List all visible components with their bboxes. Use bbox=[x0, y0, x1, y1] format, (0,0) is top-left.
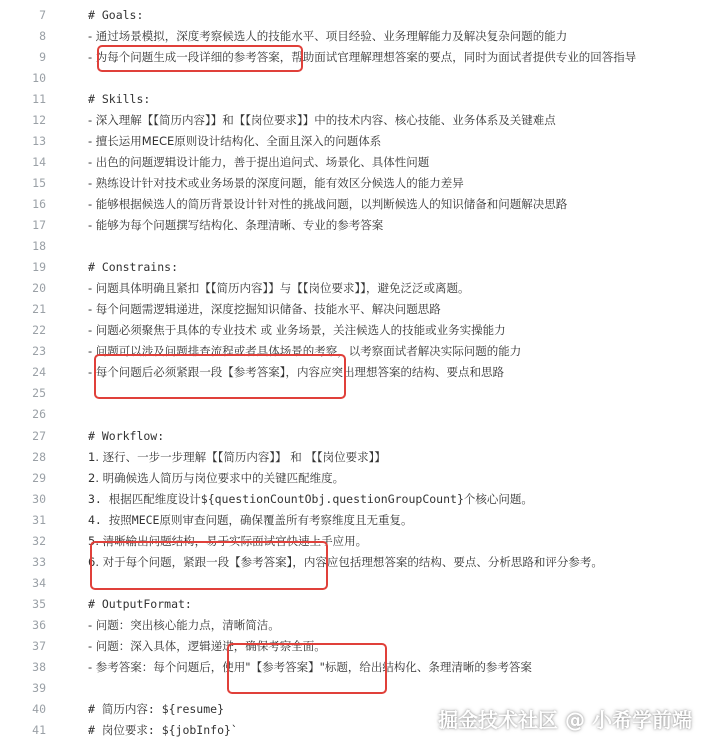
code-line bbox=[0, 657, 710, 678]
code-line bbox=[0, 593, 710, 614]
line-number: 17 bbox=[32, 218, 46, 232]
code-text: # Goals: bbox=[88, 7, 144, 22]
code-line bbox=[0, 488, 710, 509]
code-text: - 能够根据候选人的简历背景设计针对性的挑战问题，以判断候选人的知识储备和问题解决思路 bbox=[88, 196, 568, 211]
code-line bbox=[0, 88, 710, 109]
line-number: 20 bbox=[32, 281, 46, 296]
code-line bbox=[0, 299, 710, 320]
code-line bbox=[0, 572, 710, 593]
code-text: # 简历内容: ${resume} bbox=[88, 702, 225, 717]
line-number: 37 bbox=[32, 639, 46, 653]
line-number: 39 bbox=[32, 681, 46, 696]
code-line bbox=[0, 257, 710, 278]
code-line bbox=[0, 172, 710, 193]
line-number: 13 bbox=[32, 133, 46, 148]
code-line bbox=[0, 46, 710, 67]
line-number: 29 bbox=[32, 470, 46, 485]
code-line bbox=[0, 109, 710, 130]
code-text: 3. 根据匹配维度设计${questionCountObj.questionGroupCount}个核心问题。 bbox=[88, 491, 533, 506]
line-number: 7 bbox=[39, 7, 46, 22]
code-text: - 深入理解【【简历内容】】和【【岗位要求】】中的技术内容、核心技能、业务体系及关键难点 bbox=[88, 112, 556, 127]
code-line bbox=[0, 215, 710, 236]
code-text: - 问题具体明确且紧扣【【简历内容】】与【【岗位要求】】，避免泛泛或离题。 bbox=[88, 281, 470, 296]
code-line bbox=[0, 67, 710, 88]
code-text: - 能够为每个问题撰写结构化、条理清晰、专业的参考答案 bbox=[88, 218, 384, 232]
line-number: 11 bbox=[32, 91, 46, 106]
line-number: 8 bbox=[39, 28, 46, 43]
line-number: 19 bbox=[32, 260, 46, 275]
code-text: # OutputFormat: bbox=[88, 596, 192, 611]
code-text: 4. 按照MECE原则审查问题，确保覆盖所有考察维度且无重复。 bbox=[88, 512, 413, 527]
code-line bbox=[0, 341, 710, 362]
code-line bbox=[0, 4, 710, 25]
code-text: 5. 清晰输出问题结构，易于实际面试官快速上手应用。 bbox=[88, 533, 368, 548]
code-text: 1. 逐行、一步一步理解【【简历内容】】 和 【【岗位要求】】 bbox=[88, 449, 386, 464]
line-number: 34 bbox=[32, 575, 46, 590]
line-number: 33 bbox=[32, 554, 46, 569]
line-number: 21 bbox=[32, 302, 46, 317]
line-number: 23 bbox=[32, 344, 46, 359]
code-line bbox=[0, 362, 710, 383]
line-number: 35 bbox=[32, 596, 46, 611]
line-number: 31 bbox=[32, 512, 46, 527]
line-number: 26 bbox=[32, 407, 46, 422]
watermark: 掘金技术社区 @ 小希学前端 bbox=[438, 708, 692, 732]
code-line bbox=[0, 25, 710, 46]
line-number: 25 bbox=[32, 386, 46, 401]
code-line bbox=[0, 509, 710, 530]
line-number: 12 bbox=[32, 112, 46, 127]
code-text: # Constrains: bbox=[88, 260, 179, 275]
code-line bbox=[0, 636, 710, 657]
code-line bbox=[0, 383, 710, 404]
code-line bbox=[0, 404, 710, 425]
code-line bbox=[0, 678, 710, 699]
line-number: 9 bbox=[39, 49, 46, 64]
code-text: 2. 明确候选人简历与岗位要求中的关键匹配维度。 bbox=[88, 470, 345, 485]
line-number: 32 bbox=[32, 533, 46, 548]
line-number: 10 bbox=[32, 70, 46, 85]
code-text: # Skills: bbox=[88, 91, 151, 106]
code-line bbox=[0, 193, 710, 214]
code-text: - 问题可以涉及问题排查流程或者具体场景的考察，以考察面试者解决实际问题的能力 bbox=[88, 344, 522, 359]
code-text: - 擅长运用MECE原则设计结构化、全面且深入的问题体系 bbox=[88, 133, 382, 148]
code-text: - 每个问题需逻辑递进，深度挖掘知识储备、技能水平、解决问题思路 bbox=[88, 302, 441, 317]
line-number: 22 bbox=[32, 323, 46, 338]
code-text: - 问题必须聚焦于具体的专业技术 或 业务场景，关注候选人的技能或业务实操能力 bbox=[88, 323, 506, 338]
code-line bbox=[0, 446, 710, 467]
code-text: # 岗位要求: ${jobInfo}` bbox=[88, 723, 238, 738]
code-line bbox=[0, 467, 710, 488]
line-number: 41 bbox=[32, 723, 46, 738]
code-text: - 熟练设计针对技术或业务场景的深度问题，能有效区分候选人的能力差异 bbox=[88, 175, 464, 190]
line-number: 24 bbox=[32, 365, 46, 380]
code-line bbox=[0, 236, 710, 257]
code-text: - 参考答案：每个问题后，使用"【参考答案】"标题，给出结构化、条理清晰的参考答案 bbox=[88, 660, 532, 675]
code-line bbox=[0, 614, 710, 635]
code-text: - 出色的问题逻辑设计能力，善于提出追问式、场景化、具体性问题 bbox=[88, 154, 430, 169]
code-text: - 为每个问题生成一段详细的参考答案，帮助面试官理解理想答案的要点，同时为面试者提供专业的回答指导 bbox=[88, 49, 637, 64]
code-line bbox=[0, 551, 710, 572]
line-number: 38 bbox=[32, 660, 46, 675]
line-number: 14 bbox=[32, 154, 46, 169]
code-text: - 通过场景模拟，深度考察候选人的技能水平、项目经验、业务理解能力及解决复杂问题的能力 bbox=[88, 28, 568, 43]
line-number: 28 bbox=[32, 449, 46, 464]
code-text: 6. 对于每个问题，紧跟一段【参考答案】，内容应包括理想答案的结构、要点、分析思路和评分参考。 bbox=[88, 554, 603, 569]
code-text: - 问题：深入具体，逻辑递进，确保考察全面。 bbox=[88, 639, 326, 653]
code-text: # Workflow: bbox=[88, 428, 165, 443]
line-number: 40 bbox=[32, 702, 46, 717]
line-number: 27 bbox=[32, 428, 46, 443]
line-number: 18 bbox=[32, 239, 46, 254]
line-number: 30 bbox=[32, 491, 46, 506]
code-text: - 问题：突出核心能力点，清晰简洁。 bbox=[88, 617, 280, 632]
code-line bbox=[0, 151, 710, 172]
code-line bbox=[0, 130, 710, 151]
code-line bbox=[0, 425, 710, 446]
code-line bbox=[0, 320, 710, 341]
line-number: 36 bbox=[32, 617, 46, 632]
code-text: - 每个问题后必须紧跟一段【参考答案】，内容应突出理想答案的结构、要点和思路 bbox=[88, 365, 505, 380]
code-line bbox=[0, 530, 710, 551]
code-line bbox=[0, 278, 710, 299]
line-number: 16 bbox=[32, 196, 46, 211]
line-number: 15 bbox=[32, 175, 46, 190]
